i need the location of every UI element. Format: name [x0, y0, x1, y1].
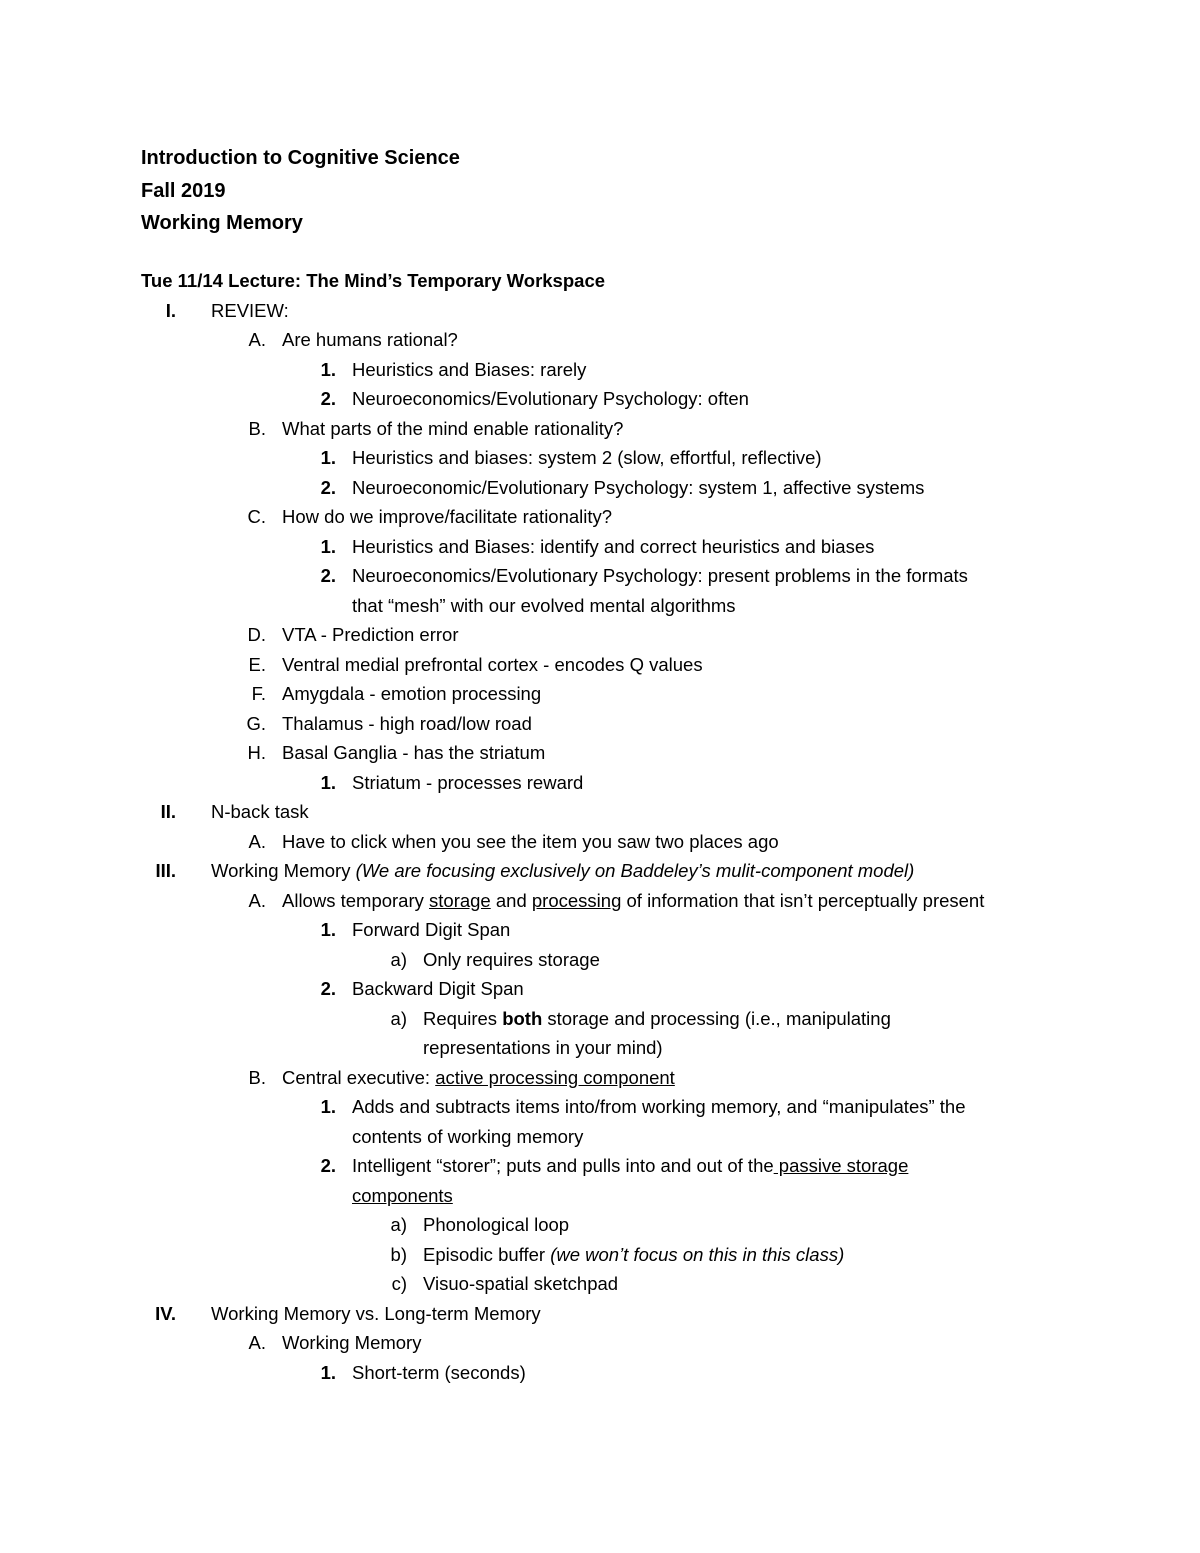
outline-text [211, 797, 309, 827]
outline-marker: C. [247, 506, 266, 527]
text-segment: (We are focusing exclusively on Baddeley’s mulit-component model) [355, 860, 915, 881]
outline-marker: G. [246, 712, 266, 734]
text-segment: Intelligent “storer”; puts and pulls into and out of the [352, 1155, 774, 1176]
outline-item [0, 1181, 1200, 1211]
outline-text [352, 1151, 908, 1181]
outline-text [352, 591, 736, 621]
lecture-title: Tue 11/14 Lecture: The Mind’s Temporary Workspace [141, 270, 606, 291]
text-segment: Striatum - processes reward [352, 771, 584, 793]
outline-item [0, 532, 1200, 562]
text-segment: REVIEW: [211, 299, 289, 321]
text-segment: How do we improve/facilitate rationality? [282, 506, 613, 527]
outline-item [0, 679, 1200, 709]
outline-text [423, 1033, 663, 1063]
text-segment: Ventral medial prefrontal cortex - encodes Q values [282, 653, 703, 675]
outline-marker: A. [248, 329, 266, 350]
outline-text [423, 1004, 891, 1034]
text-segment: Thalamus - high road/low road [282, 712, 532, 734]
outline-text [282, 620, 459, 650]
text-segment: of information that isn’t perceptually present [621, 889, 985, 911]
outline-item [0, 1358, 1200, 1388]
outline-text [352, 1181, 453, 1211]
outline-item [0, 384, 1200, 414]
outline-marker: D. [247, 624, 266, 645]
outline-item [0, 561, 1200, 591]
outline-item [0, 355, 1200, 385]
topic-title: Working Memory [141, 212, 303, 234]
outline-marker: IV. [155, 1302, 176, 1324]
outline-text [352, 532, 874, 562]
outline-item [0, 768, 1200, 798]
outline-text [423, 945, 600, 975]
text-segment: Adds and subtracts items into/from working memory, and “manipulates” the [352, 1096, 966, 1117]
outline-marker: 2. [320, 565, 336, 586]
text-segment: Neuroeconomics/Evolutionary Psychology: present problems in the formats [352, 565, 968, 586]
lecture-outline [0, 266, 1200, 1387]
outline-item [0, 856, 1200, 886]
outline-item [0, 1240, 1200, 1270]
text-segment: components [352, 1184, 453, 1206]
outline-text [352, 561, 968, 591]
text-segment: Are humans rational? [282, 329, 458, 350]
outline-text [352, 443, 822, 473]
outline-item [0, 1299, 1200, 1329]
outline-text [352, 974, 524, 1004]
outline-text [282, 1063, 675, 1093]
outline-item [0, 1122, 1200, 1152]
text-segment: Working Memory [282, 1332, 422, 1353]
outline-text [211, 1299, 541, 1329]
outline-item [0, 502, 1200, 532]
outline-marker: A. [248, 830, 266, 852]
text-segment: N-back task [211, 801, 309, 822]
outline-item [0, 945, 1200, 975]
outline-marker: 1. [320, 771, 336, 793]
text-segment: Heuristics and Biases: identify and correct heuristics and biases [352, 535, 875, 557]
text-segment: processing [531, 889, 622, 911]
outline-marker: A. [248, 889, 266, 911]
text-segment: What parts of the mind enable rationality? [282, 417, 624, 439]
outline-marker: B. [248, 417, 266, 439]
text-segment: contents of working memory [352, 1125, 584, 1147]
outline-item [0, 1004, 1200, 1034]
text-segment: storage and processing (i.e., manipulating [542, 1007, 891, 1029]
text-segment: Neuroeconomic/Evolutionary Psychology: system 1, affective systems [352, 476, 925, 498]
document-header [141, 142, 460, 240]
outline-text [352, 1122, 583, 1152]
term-label: Fall 2019 [141, 179, 226, 202]
outline-item [0, 591, 1200, 621]
outline-text [282, 1328, 421, 1358]
outline-text [211, 296, 289, 326]
outline-text [282, 650, 703, 680]
outline-item [0, 325, 1200, 355]
text-segment: Only requires storage [423, 948, 600, 970]
outline-marker: a) [390, 1214, 407, 1235]
outline-text [282, 709, 532, 739]
outline-marker: I. [165, 299, 176, 321]
outline-item [0, 1328, 1200, 1358]
text-segment: Central executive: [282, 1066, 436, 1088]
outline-item [0, 443, 1200, 473]
text-segment: Working Memory [211, 860, 356, 881]
outline-text [352, 384, 749, 414]
text-segment: Short-term (seconds) [352, 1361, 526, 1383]
outline-item [0, 886, 1200, 916]
outline-marker: A. [248, 1332, 266, 1353]
outline-text [352, 355, 586, 385]
text-segment: Allows temporary [282, 889, 430, 911]
outline-text [282, 502, 612, 532]
outline-marker: 2. [320, 388, 336, 409]
outline-marker: F. [251, 683, 266, 704]
outline-text [282, 414, 623, 444]
outline-item [0, 827, 1200, 857]
outline-item [0, 915, 1200, 945]
text-segment: Amygdala - emotion processing [282, 683, 542, 704]
outline-item [0, 1033, 1200, 1063]
outline-marker: 1. [320, 1361, 336, 1383]
text-segment: Requires [423, 1007, 503, 1029]
text-segment: that “mesh” with our evolved mental algorithms [352, 594, 736, 616]
outline-text [282, 325, 458, 355]
outline-item [0, 1092, 1200, 1122]
outline-text [282, 886, 984, 916]
text-segment: passive storage [773, 1155, 909, 1176]
outline-marker: E. [248, 653, 266, 675]
text-segment: VTA - Prediction error [282, 624, 459, 645]
text-segment: Have to click when you see the item you saw two places ago [282, 830, 779, 852]
outline-marker: II. [160, 801, 176, 822]
outline-text [282, 738, 545, 768]
outline-marker: 1. [320, 447, 336, 468]
outline-marker: a) [390, 1007, 407, 1029]
outline-marker: 2. [320, 1155, 336, 1176]
outline-text [352, 768, 583, 798]
text-segment: Heuristics and Biases: rarely [352, 358, 587, 380]
text-segment: active processing component [435, 1066, 675, 1088]
outline-item [0, 974, 1200, 1004]
text-segment: both [502, 1007, 543, 1029]
outline-item [0, 650, 1200, 680]
text-segment: Backward Digit Span [352, 978, 524, 999]
outline-marker: 2. [320, 476, 336, 498]
outline-text [423, 1240, 844, 1270]
outline-marker: b) [390, 1243, 407, 1265]
text-segment: Neuroeconomics/Evolutionary Psychology: often [352, 388, 749, 409]
outline-marker: 1. [320, 535, 336, 557]
outline-marker: B. [248, 1066, 266, 1088]
outline-item [0, 1151, 1200, 1181]
outline-item [0, 414, 1200, 444]
text-segment: and [490, 889, 532, 911]
outline-text [352, 1092, 966, 1122]
outline-text [352, 1358, 526, 1388]
outline-item [0, 473, 1200, 503]
outline-marker: H. [247, 742, 266, 763]
outline-text [282, 679, 541, 709]
outline-marker: III. [155, 860, 176, 881]
text-segment: representations in your mind) [423, 1037, 663, 1058]
text-segment: Phonological loop [423, 1214, 570, 1235]
text-segment: Basal Ganglia - has the striatum [282, 742, 546, 763]
outline-item [0, 738, 1200, 768]
outline-item [0, 797, 1200, 827]
outline-item [0, 1063, 1200, 1093]
outline-text [211, 856, 914, 886]
outline-text [352, 473, 924, 503]
outline-item [0, 296, 1200, 326]
outline-marker: 1. [320, 1096, 336, 1117]
outline-text [282, 827, 779, 857]
course-title: Introduction to Cognitive Science [141, 147, 460, 169]
text-segment: (we won’t focus on this in this class) [550, 1243, 845, 1265]
text-segment: storage [429, 889, 491, 911]
outline-marker: 1. [320, 358, 336, 380]
outline-marker: a) [390, 948, 407, 970]
outline-text [423, 1210, 569, 1240]
outline-item [0, 709, 1200, 739]
text-segment: Forward Digit Span [352, 919, 511, 940]
outline-item [0, 1269, 1200, 1299]
outline-marker: 1. [320, 919, 336, 940]
outline-text [352, 915, 510, 945]
outline-item [0, 620, 1200, 650]
outline-marker: 2. [320, 978, 336, 999]
outline-item [0, 1210, 1200, 1240]
text-segment: Heuristics and biases: system 2 (slow, effortful, reflective) [352, 447, 822, 468]
text-segment: Episodic buffer [423, 1243, 551, 1265]
text-segment: Visuo-spatial sketchpad [423, 1273, 619, 1294]
outline-text [423, 1269, 618, 1299]
outline-marker: c) [391, 1273, 407, 1294]
text-segment: Working Memory vs. Long-term Memory [211, 1302, 541, 1324]
